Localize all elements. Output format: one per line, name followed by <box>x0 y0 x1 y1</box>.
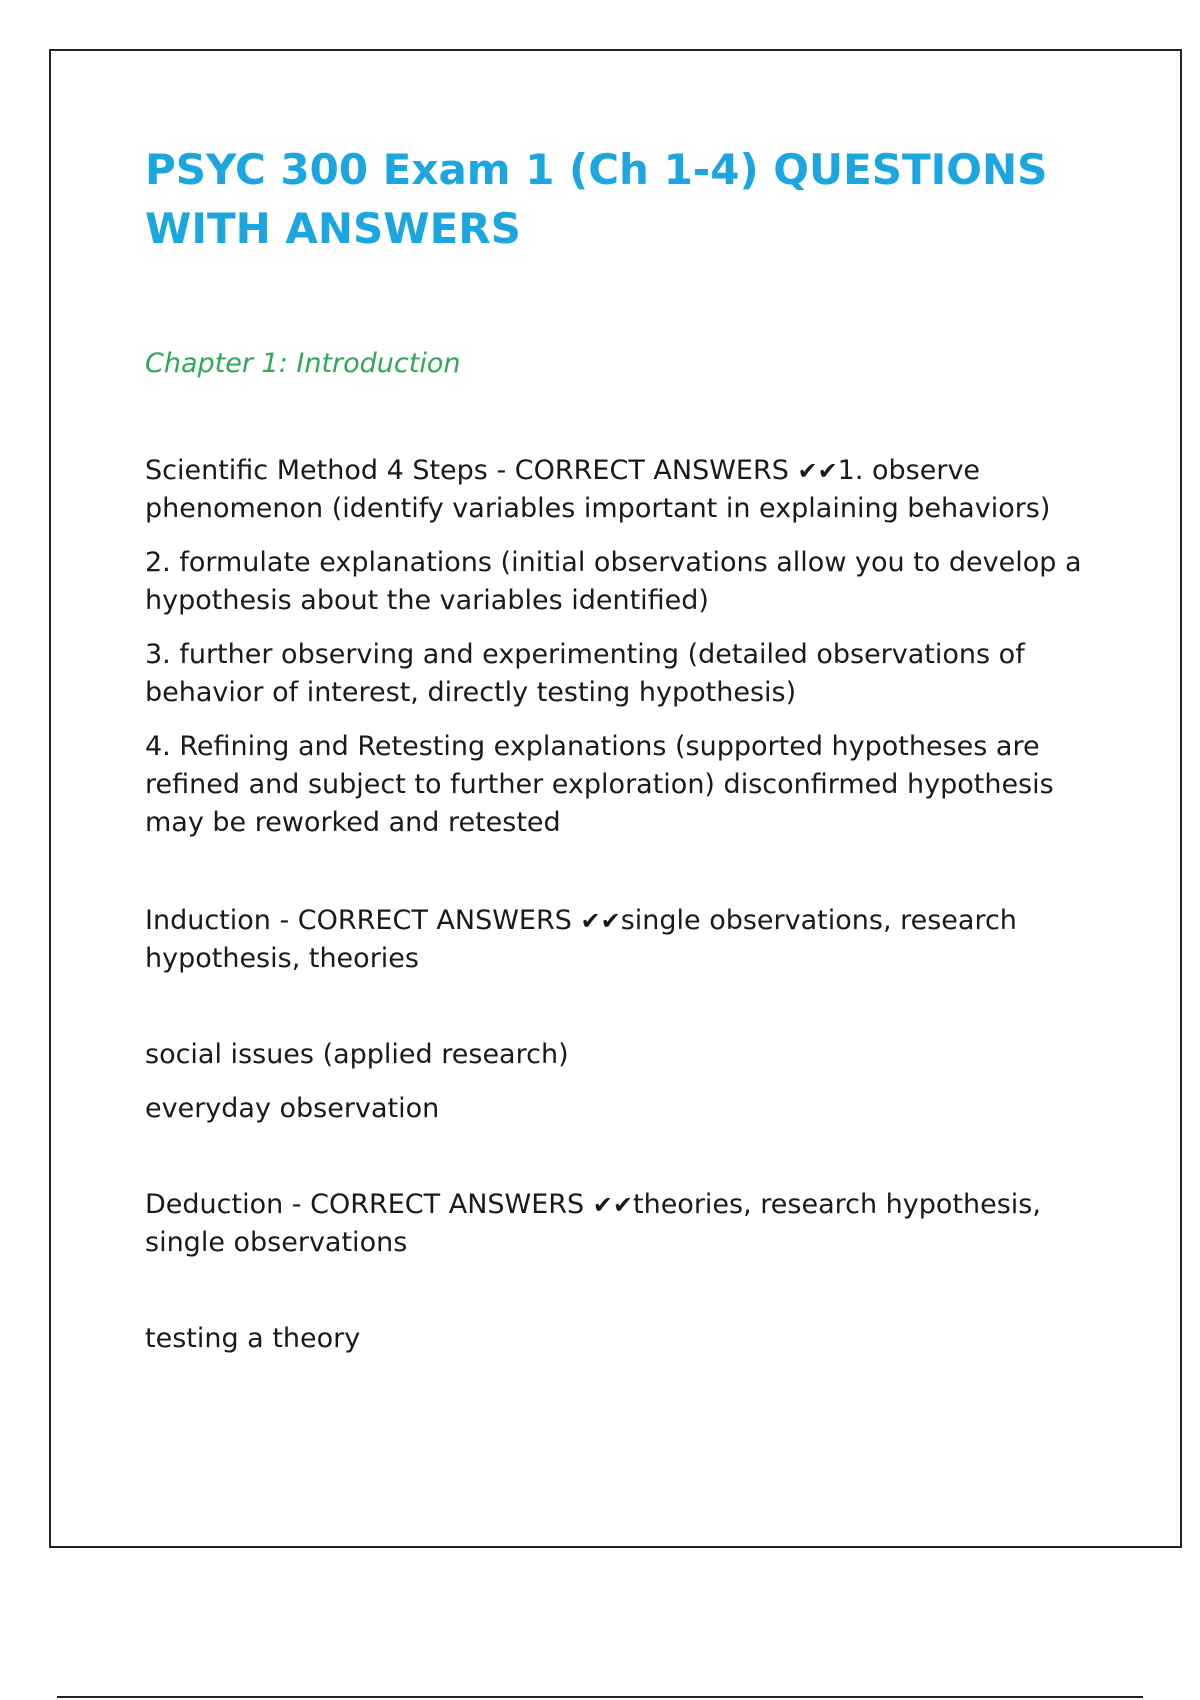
followup-text: testing a theory <box>145 1323 361 1354</box>
qa-entry-scientific-method <box>145 452 1105 842</box>
answer-step: 2. formulate explanations (initial observations allow you to develop a hypothesis about the variables identified) <box>145 547 1091 616</box>
qa-question <box>145 902 1105 978</box>
qa-entry-induction <box>145 902 1105 978</box>
answer-text: theories, research hypothesis, single observations <box>145 1189 1050 1258</box>
followup-text: social issues (applied research) <box>145 1039 569 1070</box>
document-content <box>145 140 1105 1374</box>
induction-followups <box>145 1036 1105 1128</box>
followup-text: everyday observation <box>145 1093 440 1124</box>
question-term: Deduction - CORRECT ANSWERS <box>145 1189 593 1220</box>
answer-step: 4. Refining and Retesting explanations (supported hypotheses are refined and subject to further exploration) disconfirmed hypothesis may be reworked and retested <box>145 731 1063 838</box>
checkmark-icon: ✔✔ <box>592 1191 633 1219</box>
question-term: Induction - CORRECT ANSWERS <box>145 905 581 936</box>
question-term: Scientific Method 4 Steps - CORRECT ANSWERS <box>145 455 798 486</box>
qa-entry-deduction <box>145 1186 1105 1262</box>
chapter-heading: Chapter 1: Introduction <box>145 348 461 379</box>
checkmark-icon: ✔✔ <box>580 907 621 935</box>
deduction-followups <box>145 1320 1105 1358</box>
answer-text: 1. observe phenomenon (identify variables important in explaining behaviors) <box>145 455 1051 524</box>
answer-step: 3. further observing and experimenting (detailed observations of behavior of interest, directly testing hypothesis) <box>145 639 1034 708</box>
qa-question <box>145 452 1105 528</box>
checkmark-icon: ✔✔ <box>797 457 838 485</box>
qa-question <box>145 1186 1105 1262</box>
document-title: PSYC 300 Exam 1 (Ch 1-4) QUESTIONS WITH ANSWERS <box>145 145 1048 253</box>
page-bottom-rule <box>57 1696 1143 1698</box>
answer-text: single observations, research hypothesis, theories <box>145 905 1026 974</box>
